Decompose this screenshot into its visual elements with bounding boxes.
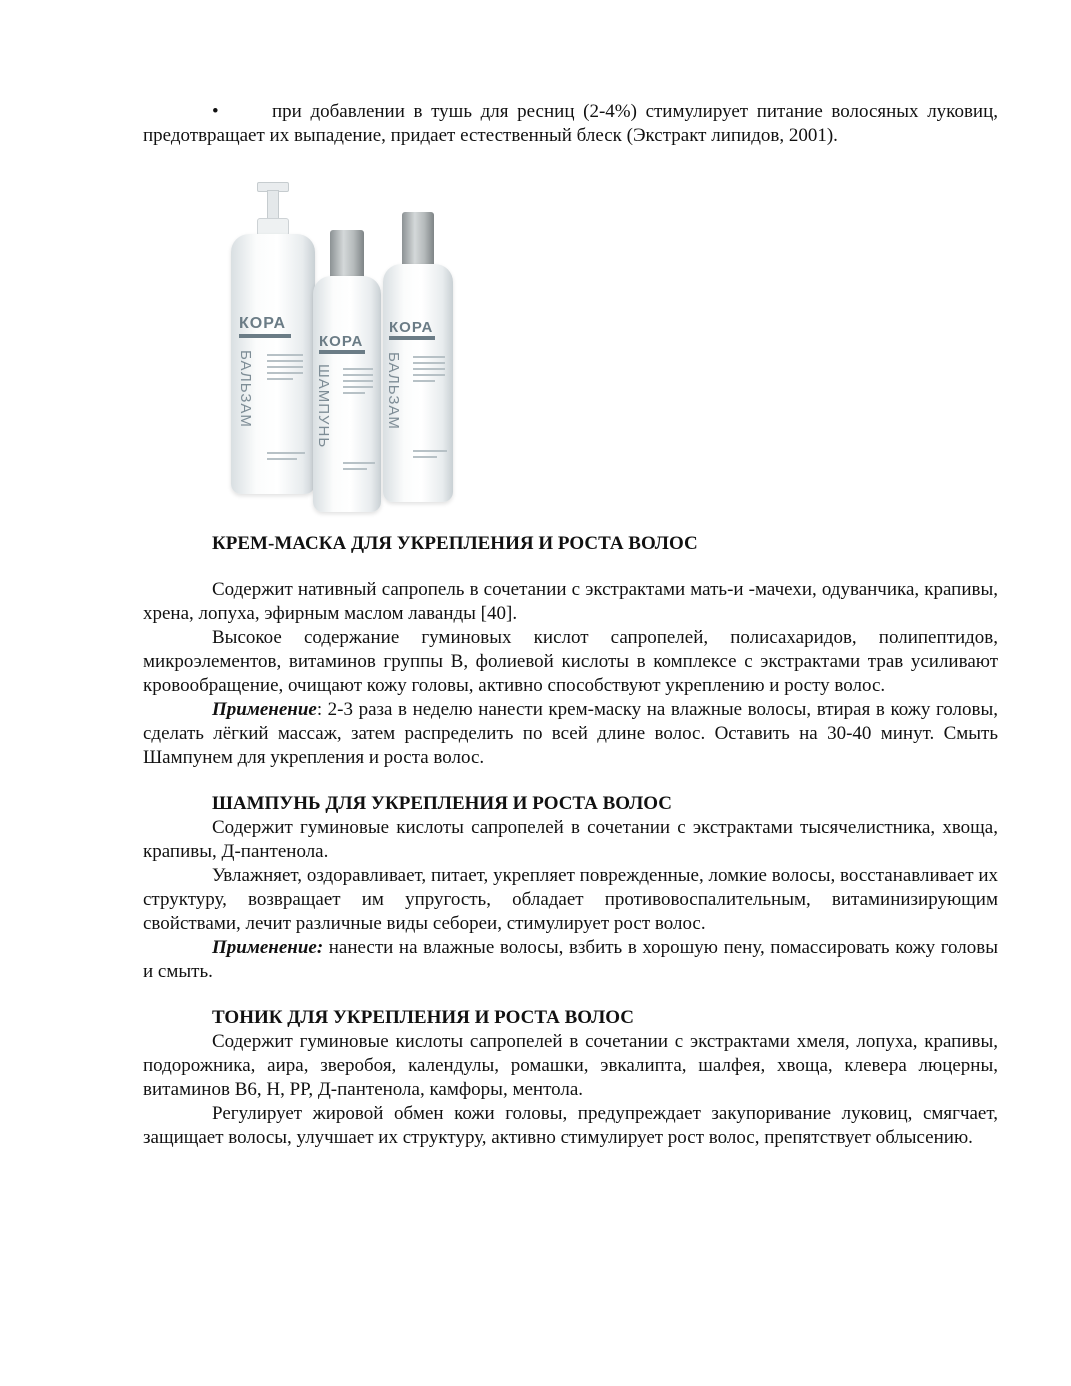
bottle-brand: КОРА	[319, 333, 364, 350]
bullet-text: при добавлении в тушь для ресниц (2-4%) стимулирует питание волосяных луковиц, предотвращает их выпадение, придает естественный блеск (Экстракт липидов, 2001).	[143, 101, 998, 146]
paragraph: Содержит гуминовые кислоты сапропелей в сочетании с экстрактами хмеля, лопуха, крапивы, подорожника, аира, зверобоя, календулы, ромашки, эвкалипта, шалфея, хвоща, клевера люцерны, витаминов В6, Н, РР, Д-пантенола, камфоры, ментола.	[143, 1031, 998, 1100]
label-small-print	[343, 368, 373, 398]
brand-bar	[239, 334, 291, 338]
bottle-side-text: БАЛЬЗАМ	[385, 352, 402, 430]
bottle-brand: КОРА	[239, 315, 287, 332]
paragraph: Регулирует жировой обмен кожи головы, предупреждает закупоривание луковиц, смягчает, защищает волосы, улучшает их структуру, активно стимулирует рост волос, препятствует облысению.	[143, 1103, 998, 1148]
brand-bar	[389, 336, 435, 340]
bottle-brand: КОРА	[389, 319, 434, 336]
usage-paragraph	[143, 698, 998, 770]
paragraph: Высокое содержание гуминовых кислот сапропелей, полисахаридов, полипептидов, микроэлементов, витаминов группы В, фолиевой кислоты в комплексе с экстрактами трав усиливают кровообращение, очищают кожу головы, активно способствуют укреплению и росту волос.	[143, 627, 998, 696]
usage-label: Применение:	[212, 937, 324, 958]
product-photo	[231, 182, 471, 512]
document-page	[143, 100, 998, 1150]
bottle-balm-rinse	[383, 212, 453, 502]
bullet-paragraph	[143, 100, 998, 148]
paragraph: Содержит гуминовые кислоты сапропелей в сочетании с экстрактами тысячелистника, хвоща, крапивы, Д-пантенола.	[143, 817, 998, 862]
label-small-print	[413, 356, 445, 386]
section-heading-cream-mask: КРЕМ-МАСКА ДЛЯ УКРЕПЛЕНИЯ И РОСТА ВОЛОС	[212, 533, 698, 554]
bottle-side-text: ШАМПУНЬ	[315, 364, 332, 449]
section-heading-shampoo: ШАМПУНЬ ДЛЯ УКРЕПЛЕНИЯ И РОСТА ВОЛОС	[212, 793, 673, 814]
usage-paragraph	[143, 936, 998, 984]
bottle-side-text: БАЛЬЗАМ	[237, 350, 254, 428]
label-small-print	[267, 452, 305, 464]
usage-text: нанести на влажные волосы, взбить в хорошую пену, помассировать кожу головы и смыть.	[143, 937, 998, 982]
usage-label: Применение	[212, 699, 317, 720]
brand-bar	[319, 350, 365, 354]
bullet-symbol: •	[212, 101, 219, 122]
label-small-print	[267, 354, 303, 384]
bottle-shampoo	[313, 230, 381, 512]
section-heading-tonic: ТОНИК ДЛЯ УКРЕПЛЕНИЯ И РОСТА ВОЛОС	[212, 1007, 634, 1028]
bottle-balm-pump	[231, 182, 315, 494]
label-small-print	[413, 450, 447, 462]
paragraph: Содержит нативный сапропель в сочетании с экстрактами мать-и -мачехи, одуванчика, крапивы, хрена, лопуха, эфирным маслом лаванды [40].	[143, 579, 998, 624]
label-small-print	[343, 462, 375, 474]
paragraph: Увлажняет, оздоравливает, питает, укрепляет поврежденные, ломкие волосы, восстанавливает их структуру, возвращает им упругость, обладает противовоспалительным, витаминизирующим свойствами, лечит различные виды себореи, стимулирует рост волос.	[143, 865, 998, 934]
usage-text: : 2-3 раза в неделю нанести крем-маску на влажные волосы, втирая в кожу головы, сделать лёгкий массаж, затем распределить по всей длине волос. Оставить на 30-40 минут. Смыть Шампунем для укрепления и роста волос.	[143, 699, 998, 768]
